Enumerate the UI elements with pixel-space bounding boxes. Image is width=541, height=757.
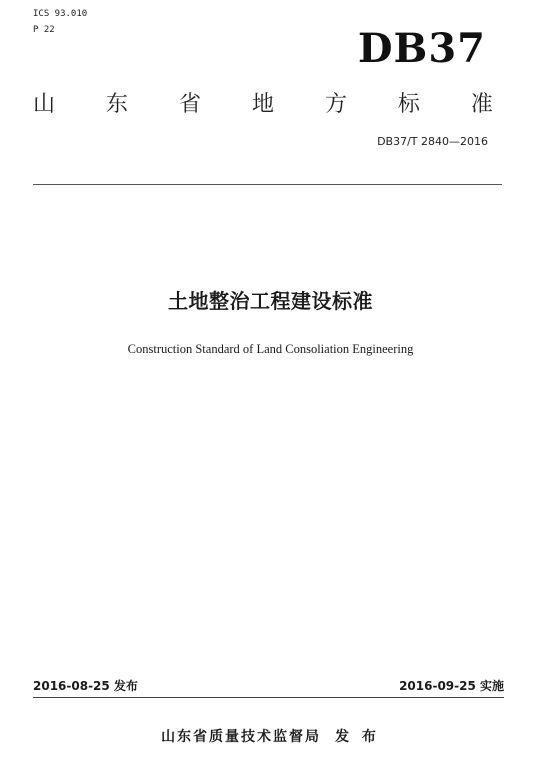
footer-divider [33, 697, 504, 698]
standard-code-mark: DB37 [357, 25, 486, 72]
ccs-code: P 22 [33, 25, 55, 35]
standard-type-char: 标 [397, 92, 420, 117]
issuer-organization: 山东省质量技术监督局 [161, 729, 322, 745]
ics-code: ICS 93.010 [33, 9, 88, 19]
issue-date: 2016-08-25 发布 [33, 679, 138, 693]
standard-type-char: 准 [470, 92, 493, 117]
standard-type-char: 省 [178, 92, 201, 117]
standard-type-heading [33, 90, 493, 120]
standard-type-char: 方 [324, 92, 347, 117]
implementation-date: 2016-09-25 实施 [399, 679, 504, 693]
title-chinese: 土地整治工程建设标准 [168, 289, 373, 313]
standard-type-char: 地 [251, 92, 274, 117]
issuer-line [0, 728, 541, 746]
standard-type-char: 东 [105, 92, 128, 117]
header-divider [33, 184, 502, 185]
issuer-action: 发 布 [335, 729, 380, 745]
standard-number: DB37/T 2840—2016 [377, 135, 488, 148]
standard-type-char: 山 [33, 92, 56, 117]
title-english: Construction Standard of Land Consoliation Engineering [127, 342, 414, 356]
